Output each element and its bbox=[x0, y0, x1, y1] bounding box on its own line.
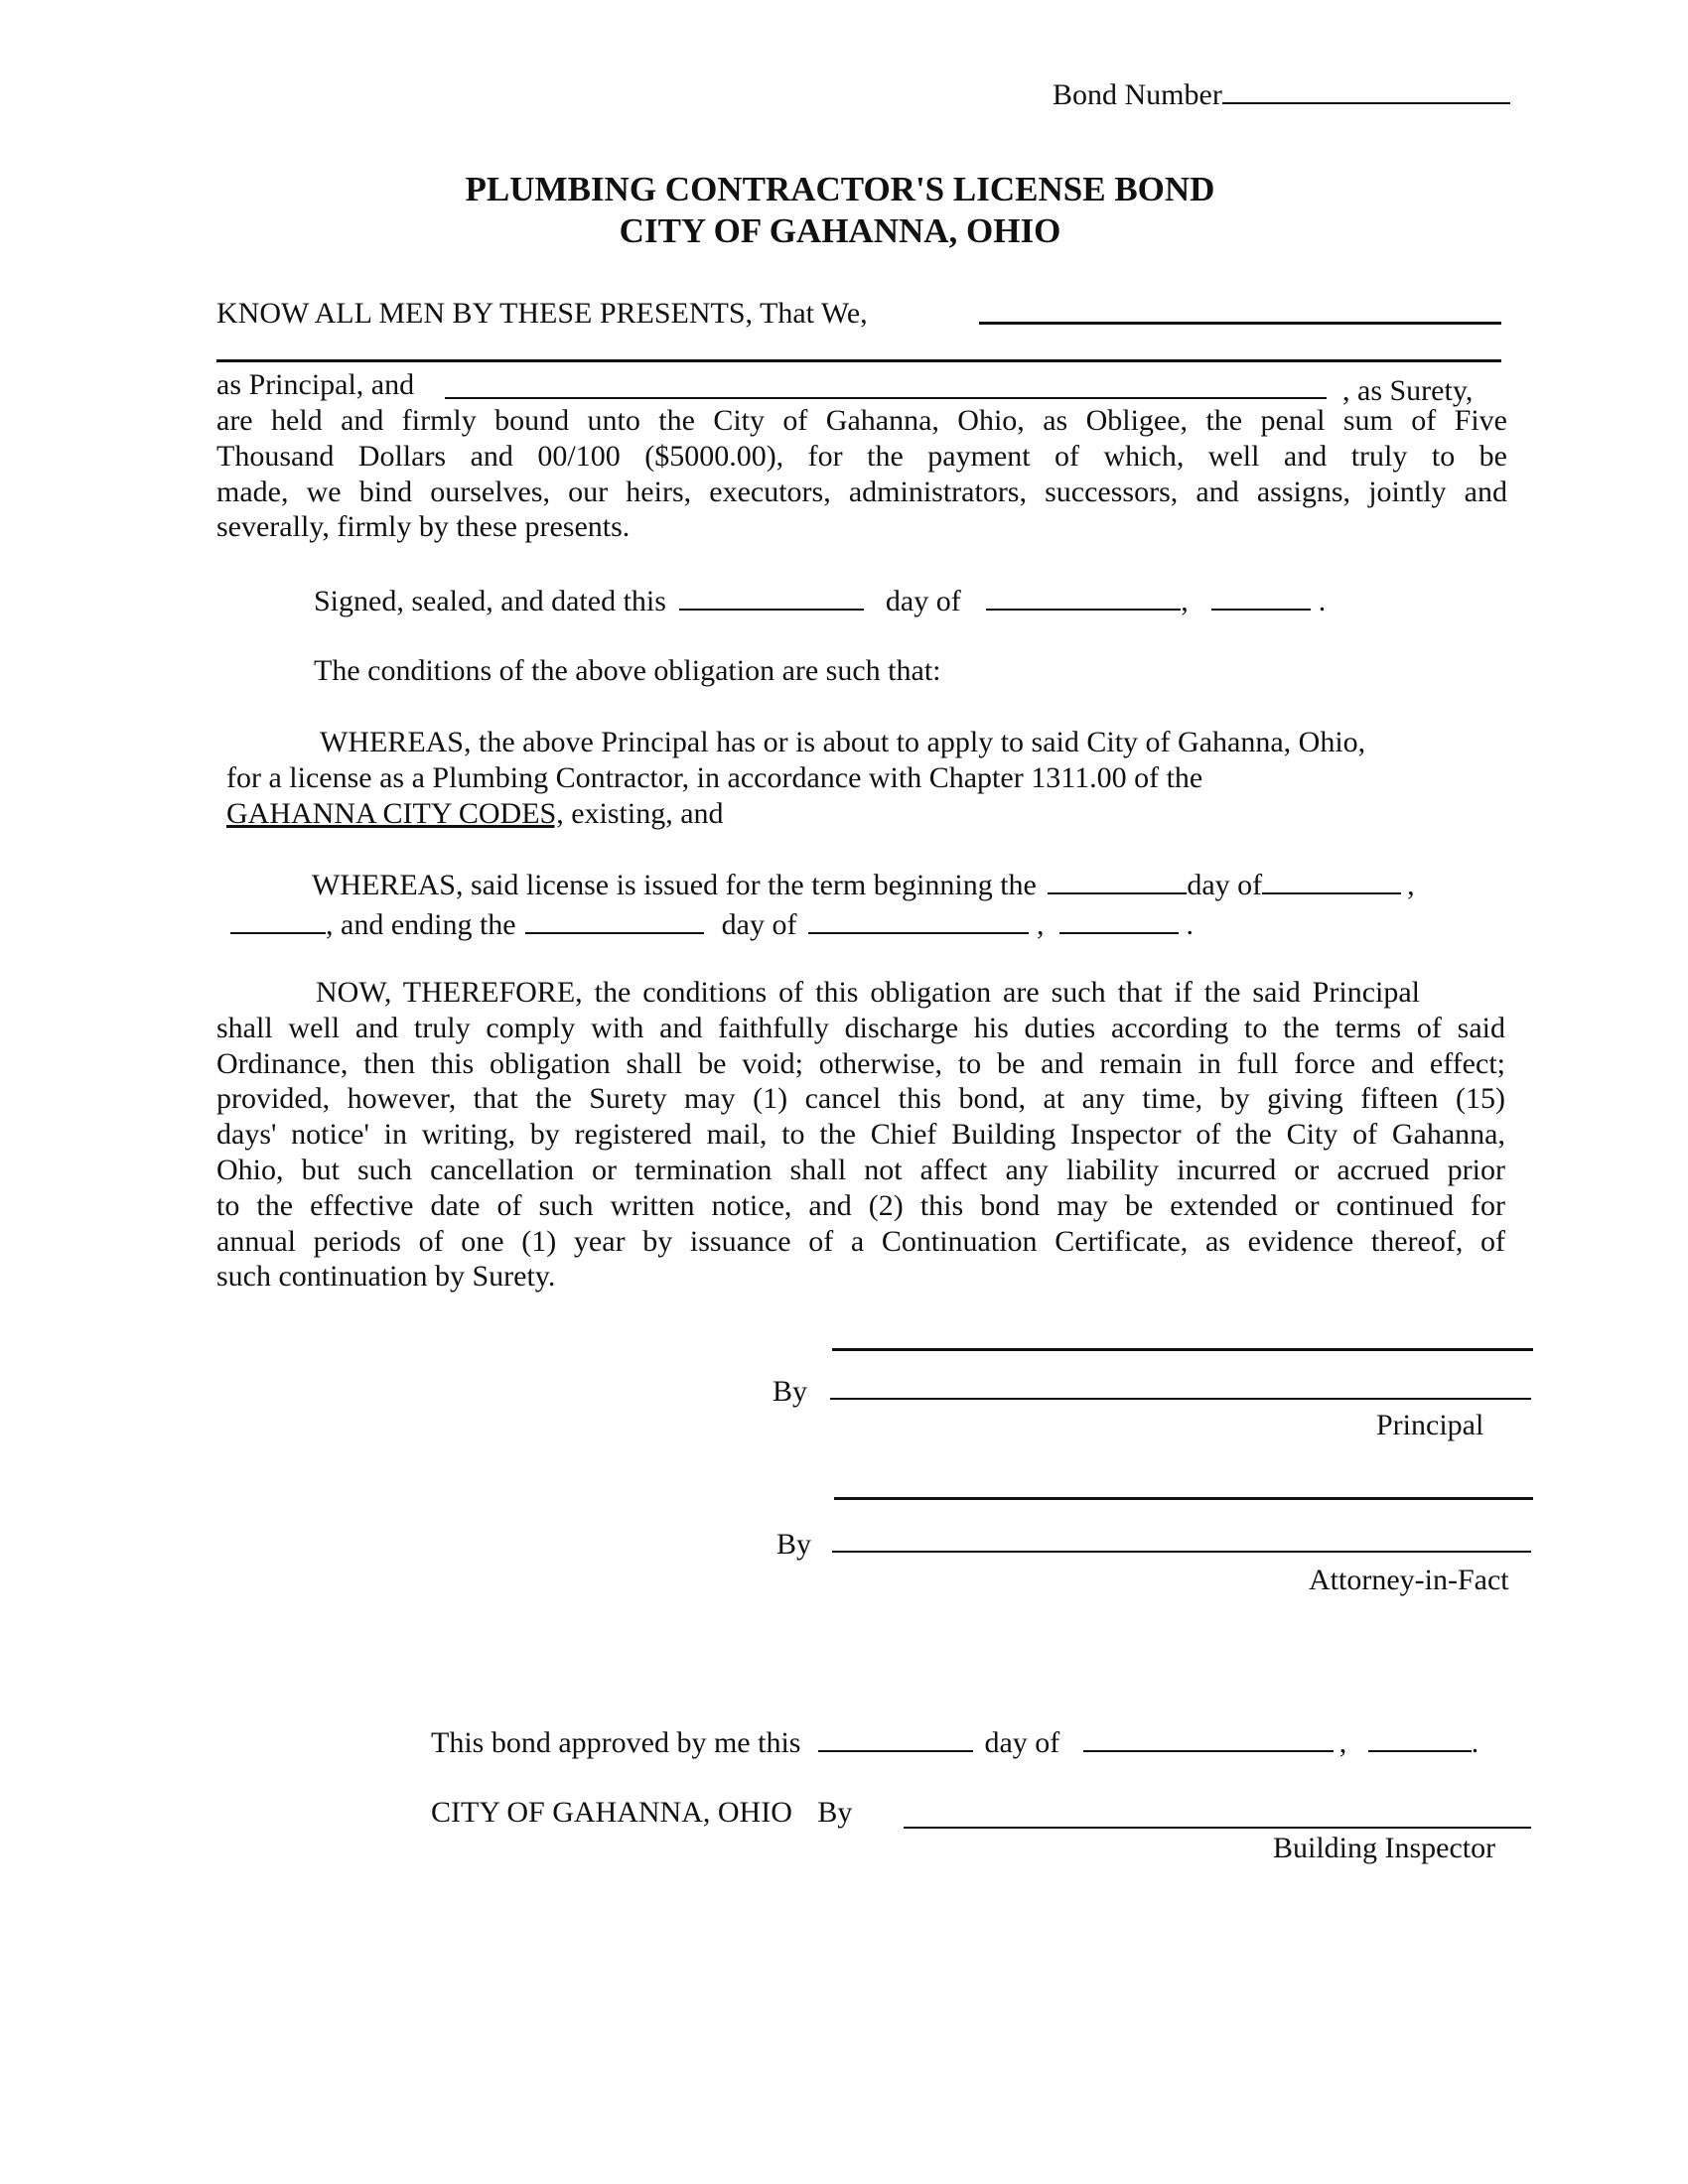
signed-day-field[interactable] bbox=[679, 585, 864, 611]
now-therefore-line: Ohio, but such cancellation or termination shall not affect any liability incurred or accrued prior bbox=[216, 1153, 1505, 1186]
whereas-1-line-1: WHEREAS, the above Principal has or is about to apply to said City of Gahanna, Ohio, bbox=[320, 726, 1366, 758]
title-line-1: PLUMBING CONTRACTOR'S LICENSE BOND bbox=[465, 170, 1215, 208]
term-end-year-field[interactable] bbox=[1059, 908, 1179, 934]
now-therefore-line: such continuation by Surety. bbox=[216, 1260, 556, 1294]
term-begin-year-field[interactable] bbox=[230, 908, 326, 934]
obligation-paragraph bbox=[216, 403, 1507, 545]
approval-row bbox=[431, 1725, 1478, 1761]
signed-prefix: Signed, sealed, and dated this bbox=[314, 585, 666, 617]
bond-number-row bbox=[1053, 77, 1510, 113]
term-day-of-2: day of bbox=[721, 908, 797, 941]
obligation-line: made, we bind ourselves, our heirs, executors, administrators, successors, and assigns, jointly and bbox=[216, 475, 1507, 508]
signed-day-of: day of bbox=[885, 585, 961, 617]
principal-company-line[interactable] bbox=[832, 1348, 1533, 1351]
term-period: . bbox=[1186, 908, 1194, 941]
term-end-day-field[interactable] bbox=[525, 908, 704, 934]
signed-month-field[interactable] bbox=[986, 585, 1181, 611]
approval-period: . bbox=[1471, 1726, 1479, 1759]
conditions-intro: The conditions of the above obligation are such that: bbox=[314, 654, 941, 687]
now-therefore-line: to the effective date of such written notice, and (2) this bond may be extended or continued for bbox=[216, 1188, 1505, 1222]
now-therefore-line: Ordinance, then this obligation shall be void; otherwise, to be and remain in full force and effect; bbox=[216, 1046, 1505, 1080]
principal-signature-line[interactable] bbox=[830, 1398, 1531, 1400]
attorney-caption: Attorney-in-Fact bbox=[1309, 1564, 1509, 1596]
obligation-line: Thousand Dollars and 00/100 ($5000.00), for the payment of which, well and truly to be bbox=[216, 439, 1507, 473]
principal-name-field-full[interactable] bbox=[216, 359, 1501, 362]
term-prefix: WHEREAS, said license is issued for the term beginning the bbox=[312, 869, 1037, 901]
term-end-month-field[interactable] bbox=[808, 908, 1029, 934]
approval-prefix: This bond approved by me this bbox=[431, 1726, 801, 1759]
obligation-line: are held and firmly bound unto the City of Gahanna, Ohio, as Obligee, the penal sum of Five bbox=[216, 404, 1507, 437]
now-therefore-line: NOW, THEREFORE, the conditions of this obligation are such that if the said Principal bbox=[316, 976, 1420, 1009]
document-title bbox=[0, 169, 1684, 252]
city-by-label: By bbox=[817, 1796, 853, 1829]
now-therefore-line: shall well and truly comply with and faithfully discharge his duties according to the terms of said bbox=[216, 1011, 1505, 1044]
bond-number-field[interactable] bbox=[1222, 78, 1510, 104]
approval-day-of: day of bbox=[984, 1726, 1060, 1759]
principal-caption: Principal bbox=[1376, 1409, 1484, 1441]
approval-year-field[interactable] bbox=[1368, 1726, 1472, 1752]
principal-label bbox=[216, 367, 414, 403]
bond-number-label: Bond Number bbox=[1053, 78, 1222, 111]
approval-day-field[interactable] bbox=[818, 1726, 973, 1752]
know-all-text: KNOW ALL MEN BY THESE PRESENTS, That We, bbox=[216, 297, 868, 330]
now-therefore-paragraph bbox=[216, 975, 1505, 1295]
signed-period: . bbox=[1318, 585, 1327, 617]
term-comma: , bbox=[1407, 869, 1415, 901]
whereas-2-row-1 bbox=[312, 868, 1415, 903]
term-begin-day-field[interactable] bbox=[1048, 869, 1187, 894]
inspector-signature-line[interactable] bbox=[904, 1827, 1531, 1829]
now-therefore-line: provided, however, that the Surety may (1) cancel this bond, at any time, by giving fifteen (15) bbox=[216, 1082, 1505, 1116]
now-therefore-line: annual periods of one (1) year by issuance of a Continuation Certificate, as evidence thereof, of bbox=[216, 1224, 1505, 1258]
term-day-of: day of bbox=[1187, 869, 1263, 901]
now-therefore-line: days' notice' in writing, by registered mail, to the Chief Building Inspector of the City of Gahanna, bbox=[216, 1118, 1505, 1152]
signed-row bbox=[314, 584, 1326, 619]
whereas-1-line-3 bbox=[226, 796, 724, 832]
and-ending-text: , and ending the bbox=[326, 908, 516, 941]
signed-year-field[interactable] bbox=[1211, 585, 1311, 611]
approval-month-field[interactable] bbox=[1083, 1726, 1334, 1752]
title-line-2: CITY OF GAHANNA, OHIO bbox=[619, 211, 1061, 250]
approval-comma: , bbox=[1338, 1726, 1347, 1759]
inspector-caption: Building Inspector bbox=[1273, 1832, 1496, 1864]
term-comma-2: , bbox=[1036, 908, 1045, 941]
as-surety-text: , as Surety, bbox=[1342, 374, 1474, 407]
existing-text: existing, and bbox=[563, 797, 724, 830]
whereas-1-line-2: for a license as a Plumbing Contractor, in accordance with Chapter 1311.00 of the bbox=[226, 761, 1203, 794]
surety-name-field[interactable] bbox=[445, 397, 1327, 399]
attorney-signature-line[interactable] bbox=[832, 1551, 1531, 1553]
principal-name-field[interactable] bbox=[979, 322, 1501, 325]
principal-by-label: By bbox=[773, 1375, 808, 1408]
city-by-row bbox=[431, 1795, 852, 1831]
city-codes-link: GAHANNA CITY CODES, bbox=[226, 797, 564, 830]
obligation-line: severally, firmly by these presents. bbox=[216, 510, 631, 544]
as-principal-text: as Principal, and bbox=[216, 368, 415, 401]
attorney-by-label: By bbox=[776, 1528, 812, 1561]
city-label: CITY OF GAHANNA, OHIO bbox=[431, 1796, 792, 1829]
surety-company-line[interactable] bbox=[834, 1497, 1533, 1500]
term-begin-month-field[interactable] bbox=[1262, 869, 1401, 894]
whereas-2-row-2 bbox=[230, 907, 1194, 943]
signed-comma: , bbox=[1181, 585, 1189, 617]
know-all-row bbox=[216, 296, 868, 332]
